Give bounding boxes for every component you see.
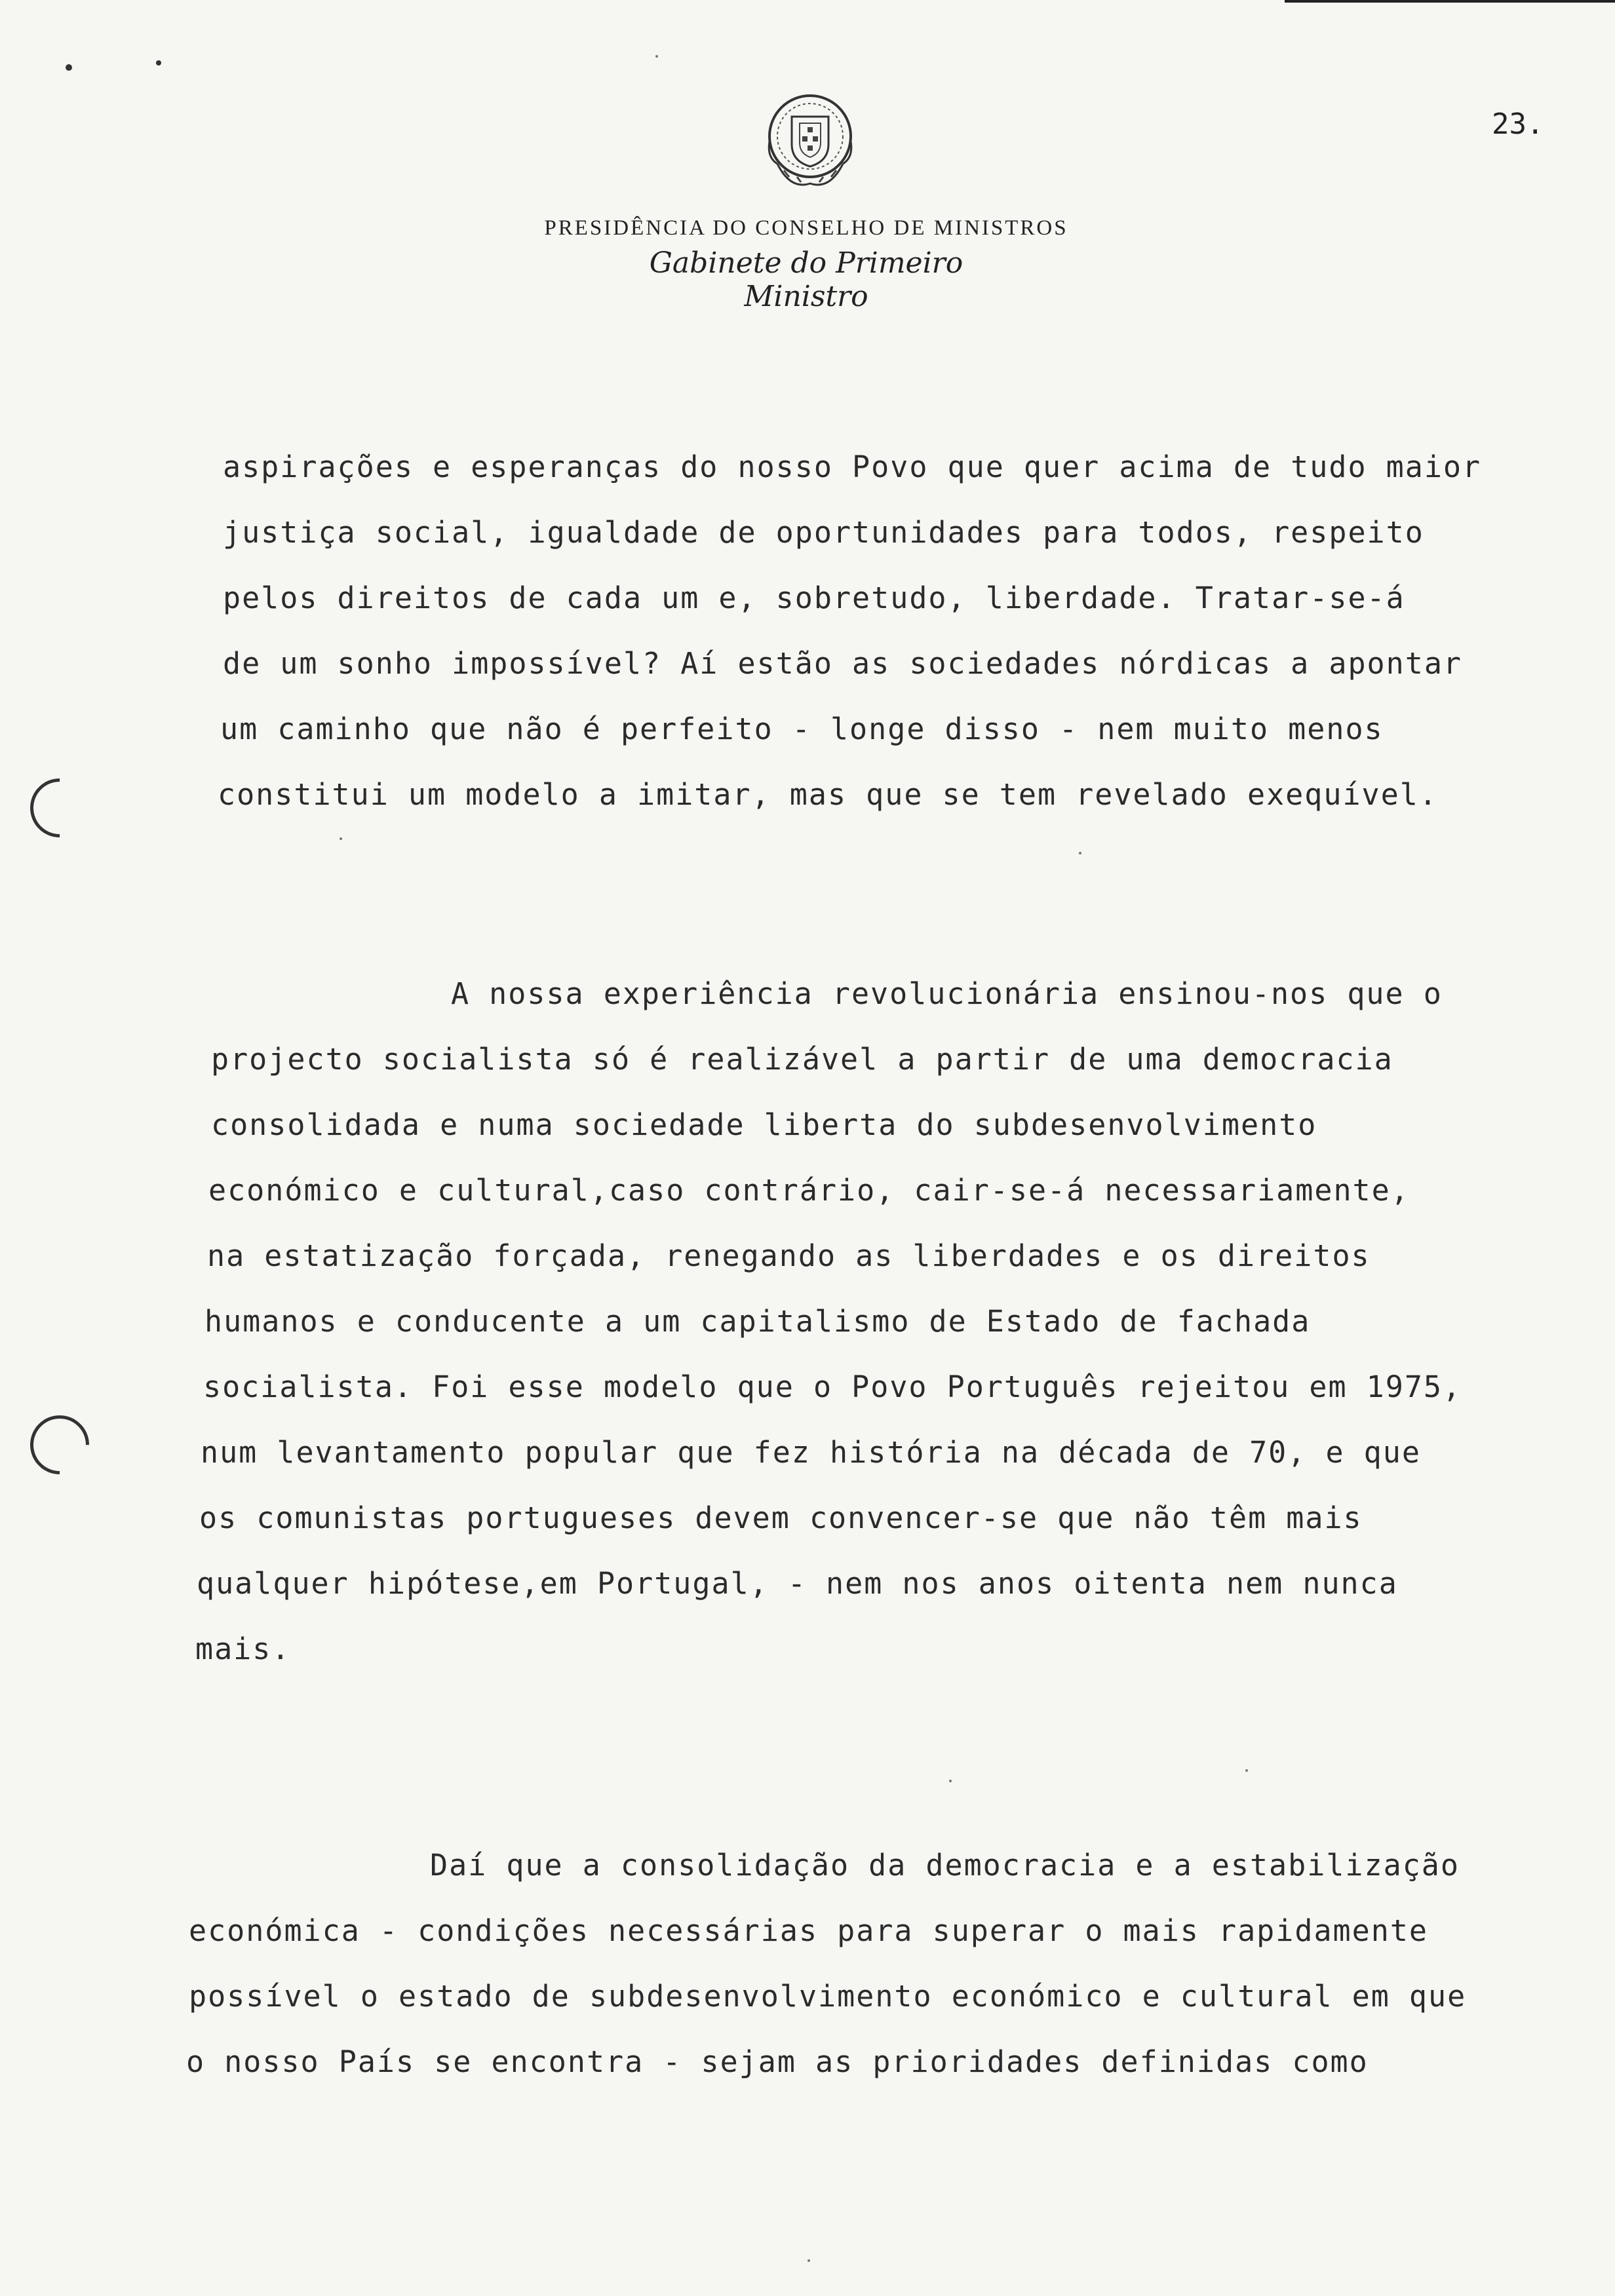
text-line: na estatização forçada, renegando as liberdades e os direitos	[207, 1238, 1371, 1273]
stray-mark	[1079, 852, 1081, 854]
text-line: consolidada e numa sociedade liberta do subdesenvolvimento	[211, 1107, 1317, 1142]
stray-mark	[66, 64, 72, 71]
text-line: humanos e conducente a um capitalismo de Estado de fachada	[204, 1304, 1311, 1339]
stray-mark	[1245, 1769, 1248, 1772]
stray-mark	[655, 55, 658, 58]
text-line: num levantamento popular que fez história na década de 70, e que	[201, 1435, 1421, 1470]
text-line: justiça social, igualdade de oportunidades para todos, respeito	[223, 515, 1424, 550]
ministry-heading: PRESIDÊNCIA DO CONSELHO DE MINISTROS	[544, 216, 1068, 240]
text-line: projecto socialista só é realizável a partir de uma democracia	[211, 1042, 1393, 1077]
text-line: pelos direitos de cada um e, sobretudo, liberdade. Tratar-se-á	[223, 581, 1405, 615]
text-line: aspirações e esperanças do nosso Povo que quer acima de tudo maior	[223, 450, 1482, 484]
page-number: 23.	[1492, 107, 1544, 141]
stray-mark	[949, 1780, 952, 1782]
binder-hole-mark	[18, 1403, 101, 1486]
binder-hole-mark	[18, 766, 101, 849]
stray-mark	[808, 2259, 810, 2262]
text-line: Daí que a consolidação da democracia e a estabilização	[430, 1848, 1460, 1883]
text-line: socialista. Foi esse modelo que o Povo Português rejeitou em 1975,	[203, 1369, 1462, 1404]
text-line: o nosso País se encontra - sejam as prioridades definidas como	[186, 2044, 1369, 2079]
stray-mark	[340, 837, 342, 840]
text-line: possível o estado de subdesenvolvimento económico e cultural em que	[189, 1979, 1467, 2014]
top-edge-rule	[1285, 0, 1615, 3]
coat-of-arms-emblem	[751, 79, 869, 197]
text-line: mais.	[195, 1632, 291, 1666]
text-line: um caminho que não é perfeito - longe disso - nem muito menos	[220, 712, 1384, 746]
cabinet-subheading: Gabinete do Primeiro Ministro	[649, 246, 963, 313]
text-line: os comunistas portugueses devem convencer-se que não têm mais	[199, 1501, 1363, 1535]
text-line: económica - condições necessárias para superar o mais rapidamente	[189, 1913, 1428, 1948]
text-line: A nossa experiência revolucionária ensinou-nos que o	[451, 976, 1443, 1011]
text-line: económico e cultural,caso contrário, cair-se-á necessariamente,	[208, 1173, 1410, 1208]
text-line: qualquer hipótese,em Portugal, - nem nos anos oitenta nem nunca	[197, 1566, 1398, 1601]
text-line: de um sonho impossível? Aí estão as sociedades nórdicas a apontar	[223, 646, 1462, 681]
text-line: constitui um modelo a imitar, mas que se tem revelado exequível.	[218, 777, 1438, 812]
stray-mark	[156, 60, 161, 66]
